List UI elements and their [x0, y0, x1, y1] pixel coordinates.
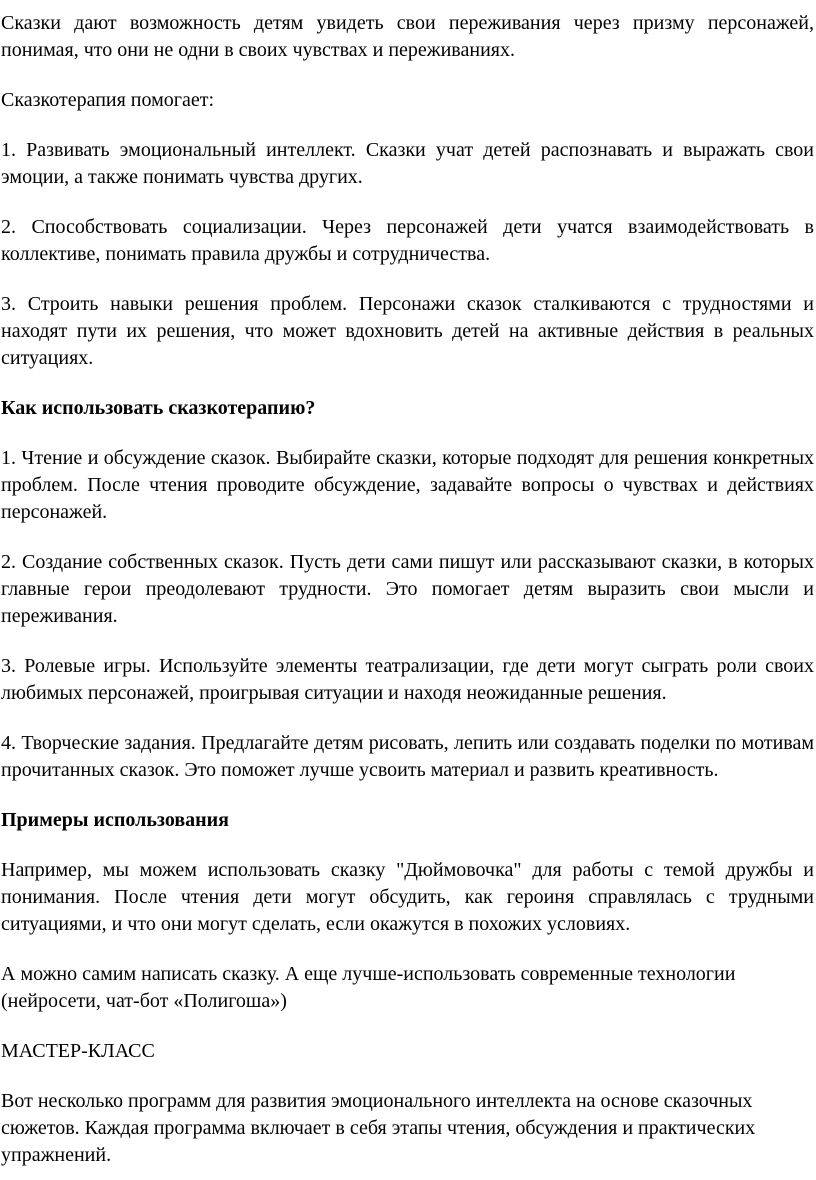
- paragraph-intro: Сказки дают возможность детям увидеть свои переживания через призму персонажей, понимая, что они не одни в своих чувствах и переживаниях.: [1, 12, 814, 61]
- paragraph-socialization: 2. Способствовать социализации. Через персонажей дети учатся взаимодействовать в коллективе, понимать правила дружбы и сотрудничества.: [1, 216, 814, 265]
- paragraph-programs: Вот несколько программ для развития эмоционального интеллекта на основе сказочных сюжетов. Каждая программа включает в себя этапы чтения, обсуждения и практических упражнений.: [1, 1090, 756, 1166]
- paragraph-problem-solving: 3. Строить навыки решения проблем. Персонажи сказок сталкиваются с трудностями и находят пути их решения, что может вдохновить детей на активные действия в реальных ситуациях.: [1, 293, 814, 369]
- heading-examples: Примеры использования: [1, 809, 229, 831]
- paragraph-thumbelina-example: Например, мы можем использовать сказку "Дюймовочка" для работы с темой дружбы и понимания. После чтения дети могут обсудить, как героиня справлялась с трудными ситуациями, и что они могут сделать, если окажутся в похожих условиях.: [1, 859, 814, 935]
- paragraph-helps: Сказкотерапия помогает:: [1, 89, 215, 111]
- heading-how-to-use: Как использовать сказкотерапию?: [1, 397, 316, 419]
- paragraph-reading-discussion: 1. Чтение и обсуждение сказок. Выбирайте сказки, которые подходят для решения конкретных проблем. После чтения проводите обсуждение, задавайте вопросы о чувствах и действиях персонажей.: [1, 447, 814, 523]
- paragraph-write-tale: А можно самим написать сказку. А еще лучше-использовать современные технологии (нейросети, чат-бот «Полигоша»): [1, 963, 736, 1012]
- paragraph-creative-tasks: 4. Творческие задания. Предлагайте детям рисовать, лепить или создавать поделки по мотивам прочитанных сказок. Это поможет лучше усвоить материал и развить креативность.: [1, 732, 814, 781]
- paragraph-master-class: МАСТЕР-КЛАСС: [1, 1040, 155, 1062]
- paragraph-own-tales: 2. Создание собственных сказок. Пусть дети сами пишут или рассказывают сказки, в которых главные герои преодолевают трудности. Это помогает детям выразить свои мысли и переживания.: [1, 551, 814, 627]
- paragraph-role-games: 3. Ролевые игры. Используйте элементы театрализации, где дети могут сыграть роли своих любимых персонажей, проигрывая ситуации и находя неожиданные решения.: [1, 655, 814, 704]
- paragraph-emotional-intelligence: 1. Развивать эмоциональный интеллект. Сказки учат детей распознавать и выражать свои эмоции, а также понимать чувства других.: [1, 139, 814, 188]
